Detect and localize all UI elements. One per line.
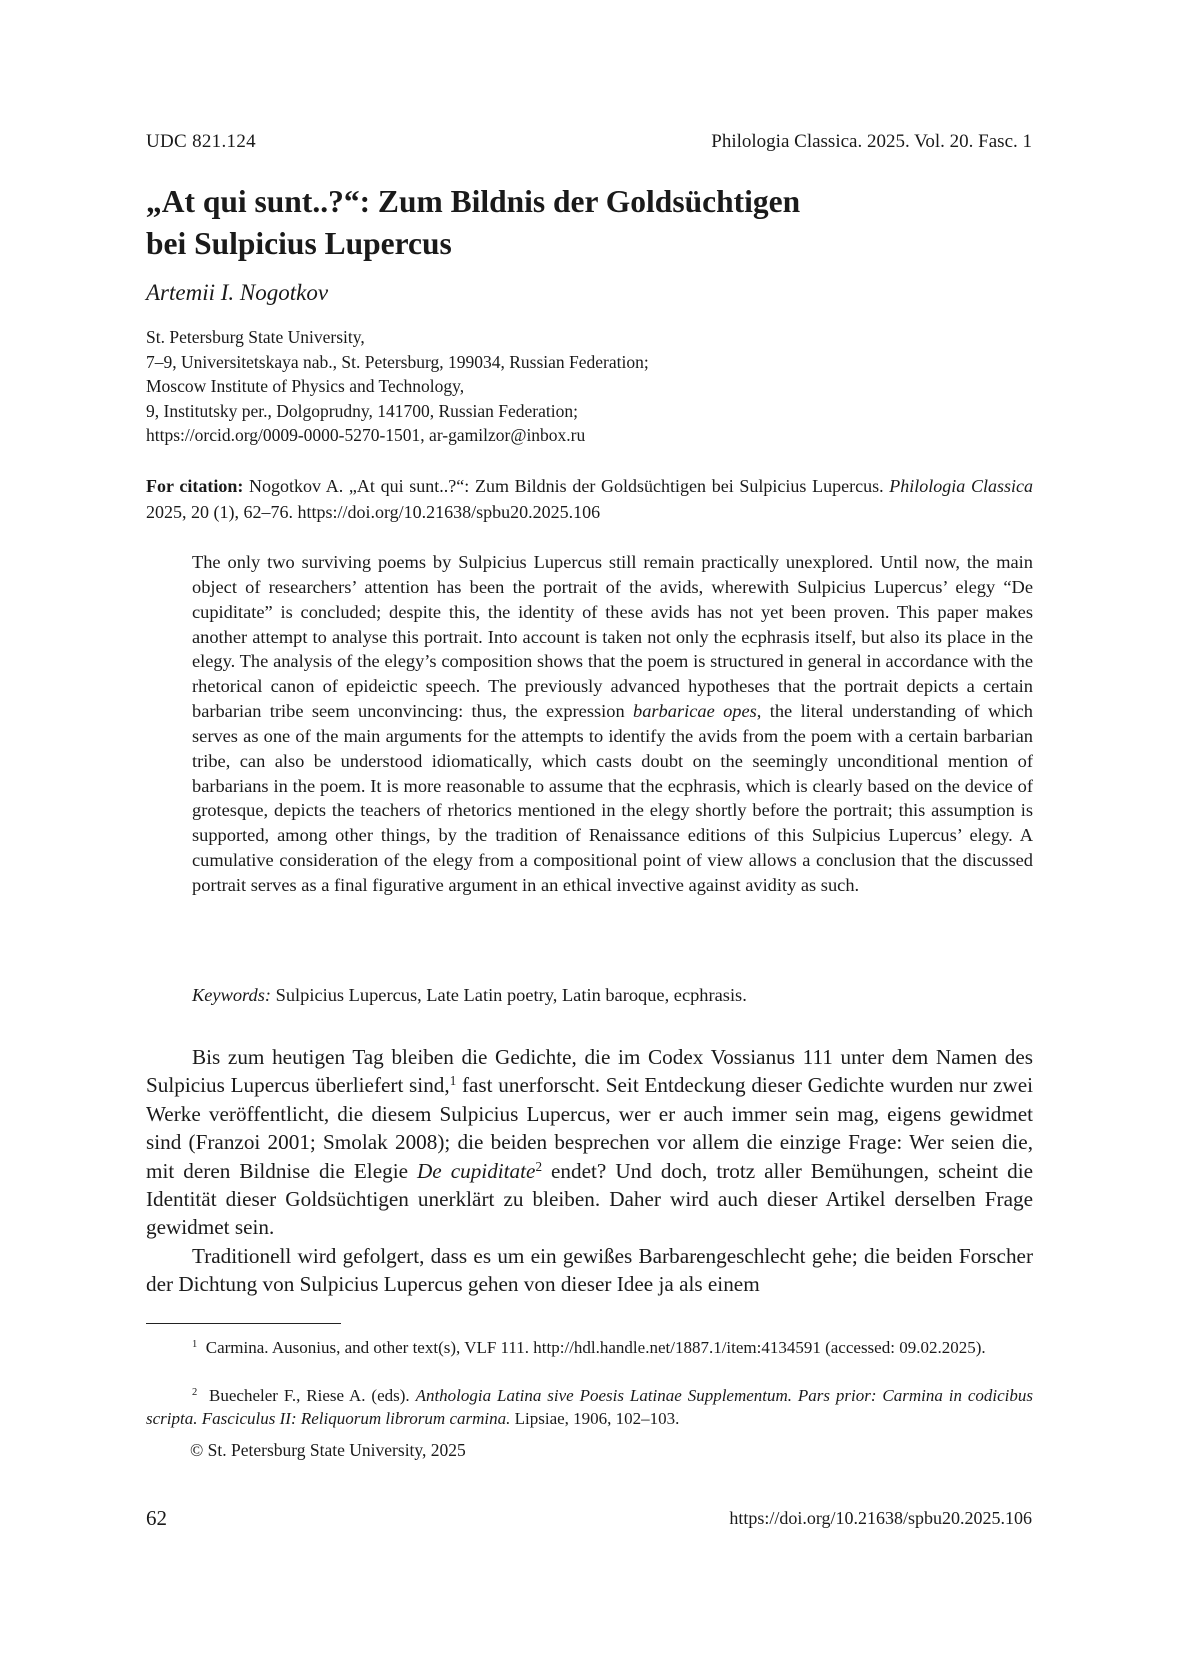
abstract-italic-phrase: barbaricae opes bbox=[633, 701, 757, 722]
journal-header: Philologia Classica. 2025. Vol. 20. Fasc. 1 bbox=[711, 131, 1032, 152]
citation-text: Nogotkov A. „At qui sunt..?“: Zum Bildnis der Goldsüchtigen bei Sulpicius Lupercus. bbox=[243, 476, 890, 496]
abstract bbox=[192, 550, 1033, 898]
author-name: Artemii I. Nogotkov bbox=[146, 280, 329, 305]
affiliation-line: 9, Institutsky per., Dolgoprudny, 141700, Russian Federation; bbox=[146, 400, 578, 421]
affiliation-line: https://orcid.org/0009-0000-5270-1501, ar-gamilzor@inbox.ru bbox=[146, 425, 586, 446]
body-text: endet? Und doch, trotz aller Bemühungen, scheint die Identität dieser Goldsüchtigen unerklärt zu bleiben. Daher wird auch dieser Artikel derselben Frage gewidmet sein. bbox=[146, 1158, 1034, 1240]
page-number: 62 bbox=[146, 1506, 167, 1530]
affiliation-line: St. Petersburg State University, bbox=[146, 327, 365, 347]
body-text: fast unerforscht. Seit Entdeckung dieser Gedichte wurden nur zwei Werke veröffentlicht, die diesem Sulpicius Lupercus, wer er auch immer sein mag, eigens gewidmet sind (Franzoi 2001; Smolak 2008); die beiden besprechen vor allem die einzige Frage: Wer seien die, mit deren Bildnise die Elegie bbox=[146, 1073, 1033, 1183]
abstract-text: The only two surviving poems by Sulpicius Lupercus still remain practically unexplored. Until now, the main object of researchers’ attention has been the portrait of the avids, wherewith Sulpicius Lupercus’ elegy “De cupiditate” is concluded; despite this, the identity of these avids has not yet been proven. This paper makes another attempt to analyse this portrait. Into account is taken not only the ecphrasis itself, but also its place in the elegy. The analysis of the elegy’s composition shows that the poem is structured in general in accordance with the rhetorical canon of epideictic speech. The previously advanced hypotheses that the portrait depicts a certain barbarian tribe seem unconvincing: thus, the expression bbox=[192, 552, 1033, 722]
body-text: Bis zum heutigen Tag bleiben die Gedichte, die im Codex Vossianus 111 unter dem Namen des Sulpicius Lupercus überliefert sind, bbox=[146, 1045, 1033, 1098]
keywords bbox=[192, 985, 747, 1006]
citation-block bbox=[146, 474, 1033, 525]
abstract-text: , the literal understanding of which serves as one of the main arguments for the attempts to identify the avids from the poem with a certain barbarian tribe, can also be understood idiomatically, which casts doubt on the seemingly unconditional mention of barbarians in the poem. It is more reasonable to assume that the ecphrasis, which is clearly based on the device of grotesque, depicts the teachers of rhetorics mentioned in the elegy shortly before the portrait; this assumption is supported, among other things, by the tradition of Renaissance editions of this Sulpicius Lupercus’ elegy. A cumulative consideration of the elegy from a compositional point of view allows a conclusion that the discussed portrait serves as a final figurative argument in an ethical invective against avidity as such. bbox=[192, 701, 1033, 895]
body-paragraph bbox=[146, 1043, 1033, 1242]
citation-journal: Philologia Classica bbox=[889, 476, 1033, 496]
footer-doi[interactable]: https://doi.org/10.21638/spbu20.2025.106 bbox=[729, 1508, 1032, 1528]
body-text: Traditionell wird gefolgert, dass es um ein gewißes Barbarengeschlecht gehe; die beiden Forscher der Dichtung von Sulpicius Lupercus gehen von dieser Idee ja als einem bbox=[146, 1244, 1033, 1297]
citation-label: For citation: bbox=[146, 476, 244, 496]
udc-code: UDC 821.124 bbox=[146, 131, 256, 152]
keywords-label: Keywords: bbox=[192, 985, 272, 1005]
footnote-divider bbox=[146, 1323, 341, 1324]
footnote-italic: Anthologia Latina sive Poesis Latinae Supplementum. Pars prior: Carmina in codicibus scripta. Fasciculus II: Reliquorum librorum carmina. bbox=[146, 1386, 1034, 1429]
footnote-text: Carmina. Ausonius, and other text(s), VLF 111. http://hdl.handle.net/1887.1/item:4134591 (accessed: 09.02.2025). bbox=[205, 1338, 986, 1357]
footnote-ref[interactable]: 2 bbox=[535, 1158, 543, 1174]
footnote-number: 1 bbox=[192, 1339, 198, 1351]
affiliation-line: Moscow Institute of Physics and Technology, bbox=[146, 376, 465, 397]
copyright-notice: © St. Petersburg State University, 2025 bbox=[190, 1440, 466, 1460]
footnote-text: Lipsiae, 1906, 102–103. bbox=[510, 1409, 680, 1429]
citation-doi: 2025, 20 (1), 62–76. https://doi.org/10.21638/spbu20.2025.106 bbox=[146, 501, 601, 522]
title-line-2: bei Sulpicius Lupercus bbox=[146, 226, 452, 261]
article-title bbox=[146, 181, 1046, 265]
footnote-ref[interactable]: 1 bbox=[449, 1073, 457, 1089]
keywords-text: Sulpicius Lupercus, Late Latin poetry, Latin baroque, ecphrasis. bbox=[271, 985, 747, 1005]
affiliation-line: 7–9, Universitetskaya nab., St. Petersburg, 199034, Russian Federation; bbox=[146, 351, 649, 372]
footnote bbox=[146, 1384, 1033, 1430]
footnote-number: 2 bbox=[192, 1387, 198, 1399]
body-paragraph bbox=[146, 1242, 1033, 1299]
footnote bbox=[146, 1336, 1033, 1359]
title-line-1: „At qui sunt..?“: Zum Bildnis der Goldsüchtigen bbox=[146, 184, 801, 219]
author-affiliation bbox=[146, 325, 649, 448]
body-italic-title: De cupiditate bbox=[417, 1158, 536, 1183]
footnote-text: Buecheler F., Riese A. (eds). bbox=[209, 1386, 416, 1405]
